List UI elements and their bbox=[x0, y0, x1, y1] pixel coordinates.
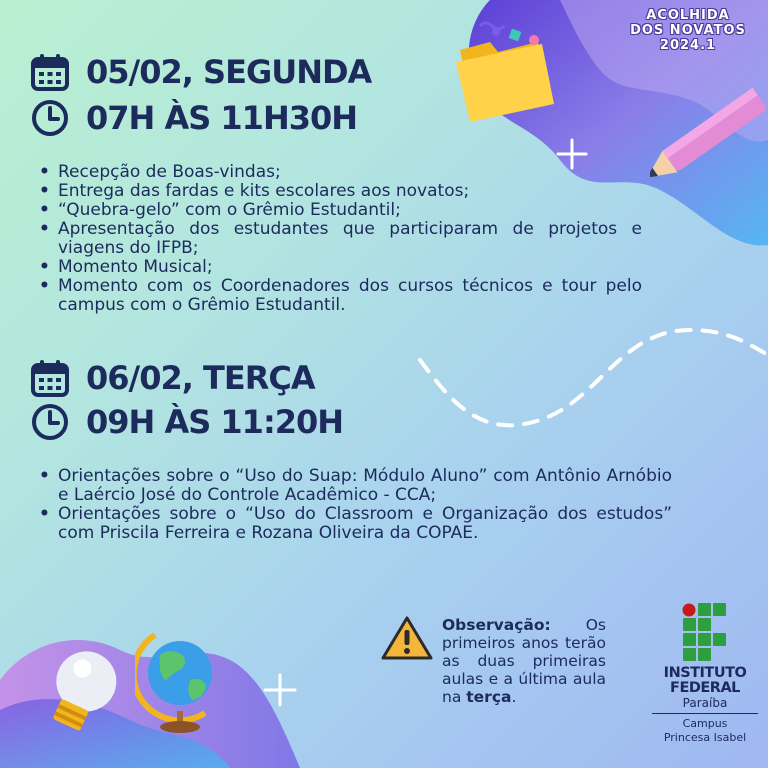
day2-date-heading bbox=[30, 358, 315, 398]
observation-emphasis: terça bbox=[466, 688, 512, 706]
institution-state: Paraíba bbox=[682, 696, 728, 710]
list-item: • Momento com os Coordenadores dos cursos técnicos e tour pelo campus com o Grêmio Estudantil. bbox=[36, 277, 642, 315]
list-item: • Apresentação dos estudantes que participaram de projetos e viagens do IFPB; bbox=[36, 220, 642, 258]
logo-divider bbox=[652, 713, 758, 714]
badge-line-1: ACOLHIDA bbox=[646, 8, 730, 23]
globe-icon bbox=[135, 625, 225, 735]
warning-icon bbox=[380, 615, 434, 661]
calendar-icon bbox=[30, 358, 70, 398]
badge-line-3: 2024.1 bbox=[659, 38, 717, 53]
list-item: • “Quebra-gelo” com o Grêmio Estudantil; bbox=[36, 201, 642, 220]
if-logo-icon bbox=[650, 600, 760, 666]
calendar-icon bbox=[30, 52, 70, 92]
day1-time: 07H ÀS 11H30H bbox=[86, 99, 358, 137]
list-item: • Recepção de Boas-vindas; bbox=[36, 163, 642, 182]
day1-date: 05/02, SEGUNDA bbox=[86, 53, 372, 91]
list-item: • Entrega das fardas e kits escolares aos novatos; bbox=[36, 182, 642, 201]
observation-end: . bbox=[511, 688, 517, 706]
clock-icon bbox=[30, 98, 70, 138]
campus-name: Princesa Isabel bbox=[663, 731, 747, 744]
institution-name-1: INSTITUTO bbox=[663, 665, 747, 681]
observation-text: Os primeiros anos terão as duas primeiras aulas e a última aula na bbox=[442, 616, 606, 706]
day1-activity-list bbox=[36, 163, 642, 315]
folder-icon bbox=[450, 20, 560, 130]
campus-label: Campus bbox=[682, 717, 728, 730]
day2-date: 06/02, TERÇA bbox=[86, 359, 315, 397]
event-badge bbox=[618, 8, 758, 53]
day2-time: 09H ÀS 11:20H bbox=[86, 403, 344, 441]
observation-note bbox=[442, 616, 606, 706]
institution-name-2: FEDERAL bbox=[670, 680, 740, 696]
list-item: • Momento Musical; bbox=[36, 258, 642, 277]
day2-activity-list bbox=[36, 467, 672, 543]
pencil-icon bbox=[650, 65, 768, 195]
day1-date-heading bbox=[30, 52, 371, 92]
day2-time-heading bbox=[30, 402, 343, 442]
badge-line-2: DOS NOVATOS bbox=[630, 23, 746, 38]
list-item: • Orientações sobre o “Uso do Suap: Módulo Aluno” com Antônio Arnóbio e Laércio José do Controle Acadêmico - CCA; bbox=[36, 467, 672, 505]
lightbulb-icon bbox=[25, 640, 135, 750]
day1-time-heading bbox=[30, 98, 357, 138]
clock-icon bbox=[30, 402, 70, 442]
institution-logo bbox=[650, 600, 760, 745]
list-item: • Orientações sobre o “Uso do Classroom e Organização dos estudos” com Priscila Ferreira e Rozana Oliveira da COPAE. bbox=[36, 505, 672, 543]
observation-label: Observação: bbox=[442, 616, 551, 634]
